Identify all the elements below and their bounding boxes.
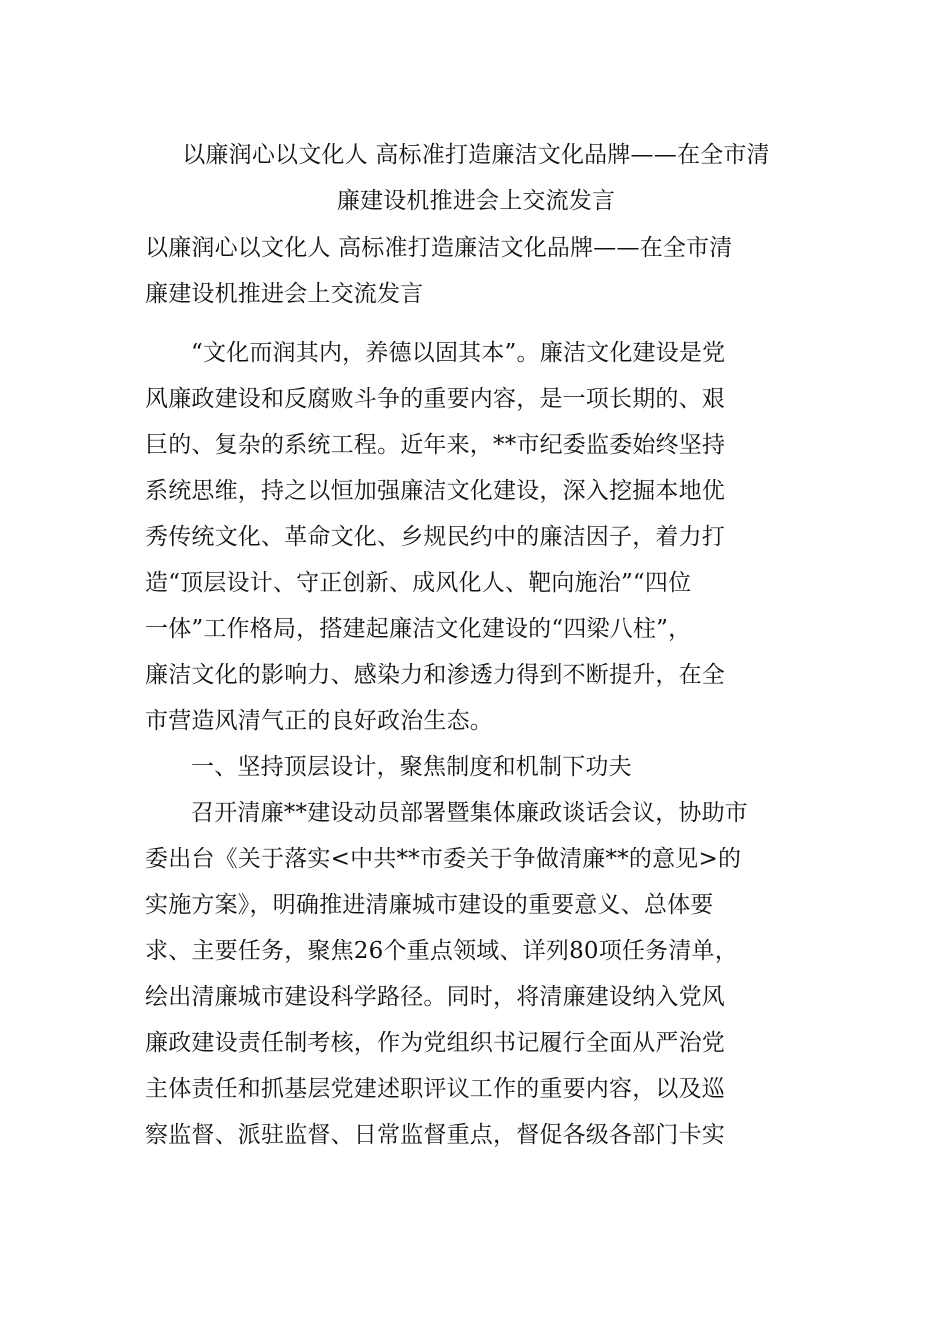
title-left-line-1: 以廉润心以文化人 高标准打造廉洁文化品牌——在全市清 (145, 235, 733, 261)
paragraph-line: 风廉政建设和反腐败斗争的重要内容，是一项长期的、艰 (145, 386, 725, 412)
paragraph-line: 系统思维，持之以恒加强廉洁文化建设，深入挖掘本地优 (145, 478, 725, 504)
paragraph-line: 秀传统文化、革命文化、乡规民约中的廉洁因子，着力打 (145, 524, 725, 550)
title-centered-line-1: 以廉润心以文化人 高标准打造廉洁文化品牌——在全市清 (182, 142, 770, 168)
title-centered-line-2: 廉建设机推进会上交流发言 (336, 188, 616, 214)
paragraph-section-1 (145, 790, 807, 1158)
paragraph-line: 委出台《关于落实<中共**市委关于争做清廉**的意见>的 (145, 846, 742, 872)
paragraph-line: 市营造风清气正的良好政治生态。 (145, 708, 493, 734)
section-heading-text: 一、坚持顶层设计，聚焦制度和机制下功夫 (191, 754, 632, 780)
title-left-line-2: 廉建设机推进会上交流发言 (145, 281, 424, 307)
document-title-repeated (145, 225, 807, 317)
paragraph-line: 召开清廉**建设动员部署暨集体廉政谈话会议，协助市 (191, 800, 748, 826)
paragraph-line: 廉洁文化的影响力、感染力和渗透力得到不断提升，在全 (145, 662, 725, 688)
paragraph-line: 廉政建设责任制考核，作为党组织书记履行全面从严治党 (145, 1030, 725, 1056)
section-heading-1 (145, 744, 807, 790)
paragraph-line: 求、主要任务，聚焦26个重点领域、详列80项任务清单， (145, 938, 738, 964)
paragraph-line: 绘出清廉城市建设科学路径。同时，将清廉建设纳入党风 (145, 984, 725, 1010)
paragraph-line: 实施方案》，明确推进清廉城市建设的重要意义、总体要 (145, 892, 714, 918)
paragraph-line: 一体”工作格局，搭建起廉洁文化建设的“四梁八柱”， (145, 616, 692, 642)
paragraph-line: 巨的、复杂的系统工程。近年来，**市纪委监委始终坚持 (145, 432, 726, 458)
document-body (145, 330, 807, 1158)
paragraph-intro (145, 330, 807, 744)
paragraph-line: “文化而润其内，养德以固其本”。廉洁文化建设是党 (191, 340, 726, 366)
paragraph-line: 造“顶层设计、守正创新、成风化人、靶向施治”“四位 (145, 570, 692, 596)
paragraph-line: 察监督、派驻监督、日常监督重点，督促各级各部门卡实 (145, 1122, 725, 1148)
document-title-centered (140, 132, 812, 224)
paragraph-line: 主体责任和抓基层党建述职评议工作的重要内容，以及巡 (145, 1076, 725, 1102)
